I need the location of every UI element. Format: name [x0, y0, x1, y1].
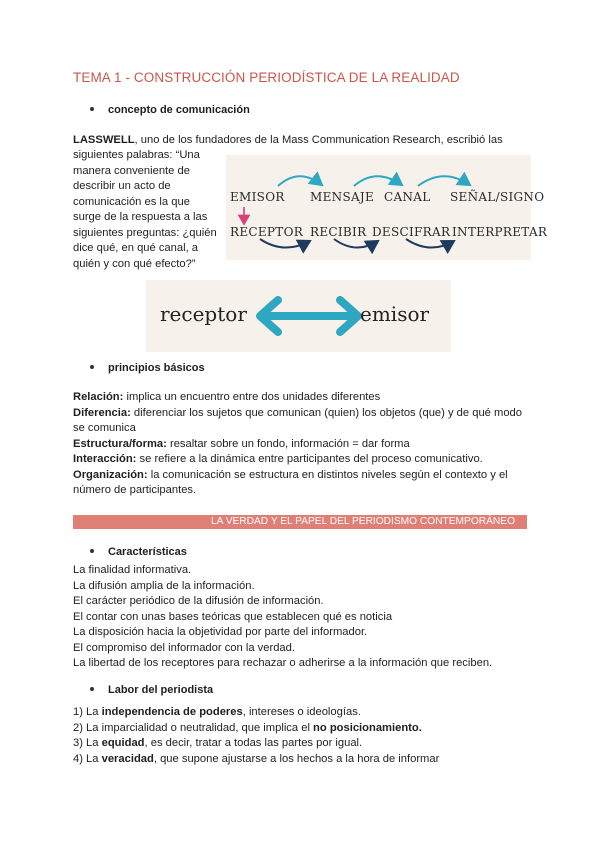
- labor-bold: independencia de poderes: [101, 706, 243, 718]
- principio-text: se comunica: [73, 422, 136, 434]
- caracteristica-line: El carácter periódico de la difusión de información.: [73, 595, 324, 607]
- quote-line: comunicación es la que: [73, 195, 190, 208]
- diagram-word-emisor: EMISOR: [230, 190, 285, 204]
- communication-diagram: [226, 155, 548, 260]
- receptor-emisor-figure: [146, 280, 451, 352]
- principios-list: [73, 390, 522, 499]
- diagram-word-descifrar: DESCIFRAR: [372, 225, 451, 239]
- labor-pre: 2) La imparcialidad o neutralidad, que implica el: [73, 721, 314, 734]
- diagram-word-interpretar: INTERPRETAR: [452, 225, 548, 239]
- principio-term: Interacción:: [73, 453, 137, 465]
- bullet-label: Labor del periodista: [108, 684, 214, 696]
- diagram-word-receptor: RECEPTOR: [230, 225, 304, 239]
- principio-item: [73, 452, 522, 468]
- quote-line: surge de la respuesta a las: [73, 211, 208, 223]
- principio-text: implica un encuentro entre dos unidades diferentes: [123, 391, 381, 403]
- lasswell-rest: , uno de los fundadores de la Mass Communication Research, escribió las: [134, 134, 503, 146]
- quote-line: manera conveniente de: [73, 164, 190, 177]
- labor-bold: veracidad: [101, 752, 154, 765]
- lasswell-quote: [73, 148, 217, 272]
- labor-pre: 4) La: [73, 752, 102, 765]
- principio-item: [73, 406, 522, 422]
- quote-line: describir un acto de: [73, 180, 171, 192]
- banner-title: LA VERDAD Y EL PAPEL DEL PERIODISMO CONTEMPORÁNEO: [210, 516, 515, 527]
- quote-line: siguientes preguntas: ¿quién: [73, 226, 217, 239]
- principio-text: número de participantes.: [73, 484, 197, 496]
- principio-term: Estructura/forma:: [73, 437, 167, 450]
- arrow-mensaje-canal: [354, 176, 402, 186]
- section-banner: [73, 515, 527, 529]
- bullet-caracteristicas: [90, 546, 187, 558]
- bullet-label: principios básicos: [108, 362, 205, 374]
- principio-text: resaltar sobre un fondo, información = dar forma: [166, 437, 410, 450]
- diagram-word-recibir: RECIBIR: [310, 225, 367, 239]
- bullet-principios: [90, 362, 205, 374]
- arrow-descifrar-interpretar: [406, 239, 454, 248]
- page-title: TEMA 1 - CONSTRUCCIÓN PERIODÍSTICA DE LA REALIDAD: [73, 70, 460, 85]
- labor-item: [73, 736, 439, 752]
- lasswell-name: LASSWELL: [73, 134, 135, 146]
- principio-text: se refiere a la dinámica entre participantes del proceso comunicativo.: [136, 453, 483, 465]
- quote-line: siguientes palabras: “Una: [73, 149, 200, 161]
- caracteristica-line: El compromiso del informador con la verdad.: [73, 641, 295, 654]
- labor-item: [73, 721, 439, 737]
- caracteristica-line: La difusión amplia de la información.: [73, 579, 255, 592]
- arrow-recibir-descifrar: [334, 239, 378, 248]
- principio-item: [73, 468, 522, 484]
- principio-term: Relación:: [73, 391, 124, 403]
- arrow-receptor-recibir: [260, 239, 310, 248]
- labor-item: [73, 752, 439, 768]
- principio-text: diferenciar los sujetos que comunican (quien) los objetos (que) y de qué modo: [130, 406, 522, 419]
- principio-item: [73, 437, 522, 453]
- emisor-label: emisor: [360, 302, 430, 326]
- arrow-emisor-mensaje: [278, 176, 322, 186]
- labor-bold: equidad: [101, 737, 145, 749]
- labor-pre: 3) La: [73, 737, 102, 749]
- quote-line: dice qué, en qué canal, a: [73, 242, 199, 254]
- caracteristica-line: La libertad de los receptores para rechazar o adherirse a la información que reciben.: [73, 657, 493, 669]
- bullet-label: Características: [108, 546, 187, 558]
- bullet-dot: [90, 549, 94, 553]
- double-arrow-icon: [254, 296, 364, 336]
- caracteristica-line: La finalidad informativa.: [73, 564, 192, 576]
- diagram-word-mensaje: MENSAJE: [310, 190, 375, 204]
- diagram-word-senal: SEÑAL/SIGNO: [450, 190, 545, 204]
- bullet-concepto: [90, 104, 250, 116]
- diagram-word-canal: CANAL: [384, 190, 431, 204]
- labor-pre: 1) La: [73, 706, 102, 718]
- labor-post: , que supone ajustarse a los hechos a la hora de informar: [153, 752, 440, 765]
- principio-term: Organización:: [73, 468, 148, 481]
- quote-line: quién y con qué efecto?”: [73, 257, 196, 270]
- bullet-dot: [90, 365, 94, 369]
- caracteristica-line: La disposición hacia la objetividad por parte del informador.: [73, 626, 368, 638]
- receptor-label: receptor: [160, 302, 247, 326]
- principio-text: la comunicación se estructura en distintos niveles según el contexto y el: [147, 468, 508, 481]
- caracteristica-line: El contar con unas bases teóricas que establecen qué es noticia: [73, 610, 393, 623]
- principio-item: [73, 390, 522, 406]
- bullet-labor: [90, 684, 213, 696]
- principio-item: [73, 483, 522, 499]
- bullet-dot: [90, 687, 94, 691]
- labor-item: [73, 705, 439, 721]
- arrow-canal-senal: [418, 176, 470, 186]
- principio-term: Diferencia:: [73, 406, 131, 419]
- labor-bold: no posicionamiento.: [313, 721, 422, 734]
- bullet-label: concepto de comunicación: [108, 104, 250, 116]
- caracteristicas-list: [73, 563, 492, 672]
- labor-post: , intereses o ideologías.: [242, 706, 361, 718]
- labor-list: [73, 705, 439, 767]
- lasswell-intro: [73, 133, 503, 149]
- bullet-dot: [90, 107, 94, 111]
- labor-post: , es decir, tratar a todas las partes por igual.: [144, 737, 363, 749]
- principio-item: [73, 421, 522, 437]
- diagram-arrows: [226, 155, 531, 260]
